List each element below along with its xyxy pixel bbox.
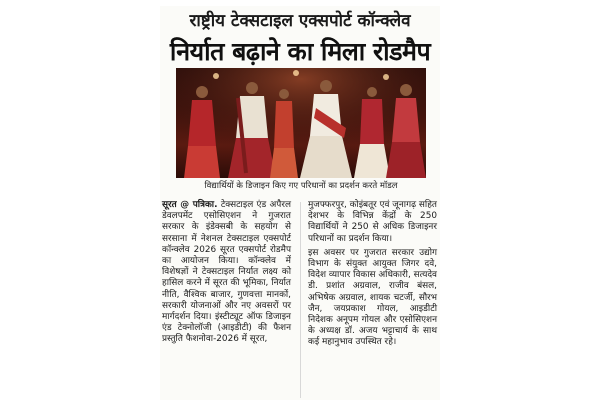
article-column-left	[162, 200, 291, 349]
fashion-show-photo	[176, 68, 426, 178]
fashion-show-illustration	[176, 68, 426, 178]
body-paragraph: इस अवसर पर गुजरात सरकार उद्योग विभाग के संयुक्त आयुक्त जिगर दवे, विदेश व्यापार विकास अधिकारी, सत्यदेव डी. प्रशांत अग्रवाल, राजीव बंसल, अभिषेक अग्रवाल, शायक चटर्जी, सौरभ जैन, जयप्रकाश गोयल, आइडीटी निदेशक अनूपम गोयल और एसोसिएशन के अध्यक्ष डॉ. अजय भट्टाचार्य के साथ कई महानुभाव उपस्थित रहे।	[308, 247, 437, 348]
article-column-right	[308, 200, 437, 352]
column-divider	[300, 202, 301, 398]
article-kicker: राष्ट्रीय टेक्सटाइल एक्सपोर्ट कॉन्क्लेव	[189, 11, 411, 31]
article-headline: निर्यात बढ़ाने का मिला रोडमैप	[169, 37, 431, 66]
dateline: सूरत @ पत्रिका.	[162, 200, 218, 210]
body-text-left: टेक्सटाइल एंड अपैरल डेवलपमेंट एसोसिएशन ने गुजरात सरकार के इंडेक्सबी के सहयोग से सरसाना में नेशनल टेक्सटाइल एक्सपोर्ट कॉन्क्लेव 2026 सूरत एक्सपोर्ट रोडमैप का आयोजन किया। कॉन्क्लेव में विशेषज्ञों ने टेक्सटाइल निर्यात लक्ष्य को हासिल करने में सूरत की भूमिका, निर्यात नीति, वैश्विक बाजार, गुणवत्ता मानकों, सरकारी योजनाओं और नए अवसरों पर मार्गदर्शन दिया। इंस्टीट्यूट ऑफ डिजाइन एंड टेक्नोलॉजी (आइडीटी) की फैशन प्रस्तुति फैशनोवा-2026 में सूरत,	[162, 200, 291, 345]
body-paragraph: मुजफ्फरपुर, कोइंबतूर एवं जूनागढ़ सहित देशभर के विभिन्न केंद्रों के 250 विद्यार्थियों ने 250 से अधिक डिजाइनर परिधानों का प्रदर्शन किया।	[308, 200, 437, 244]
newspaper-clipping	[160, 6, 440, 400]
photo-caption: विद्यार्थियों के डिजाइन किए गए परिधानों का प्रदर्शन करते मॉडल	[204, 181, 398, 191]
